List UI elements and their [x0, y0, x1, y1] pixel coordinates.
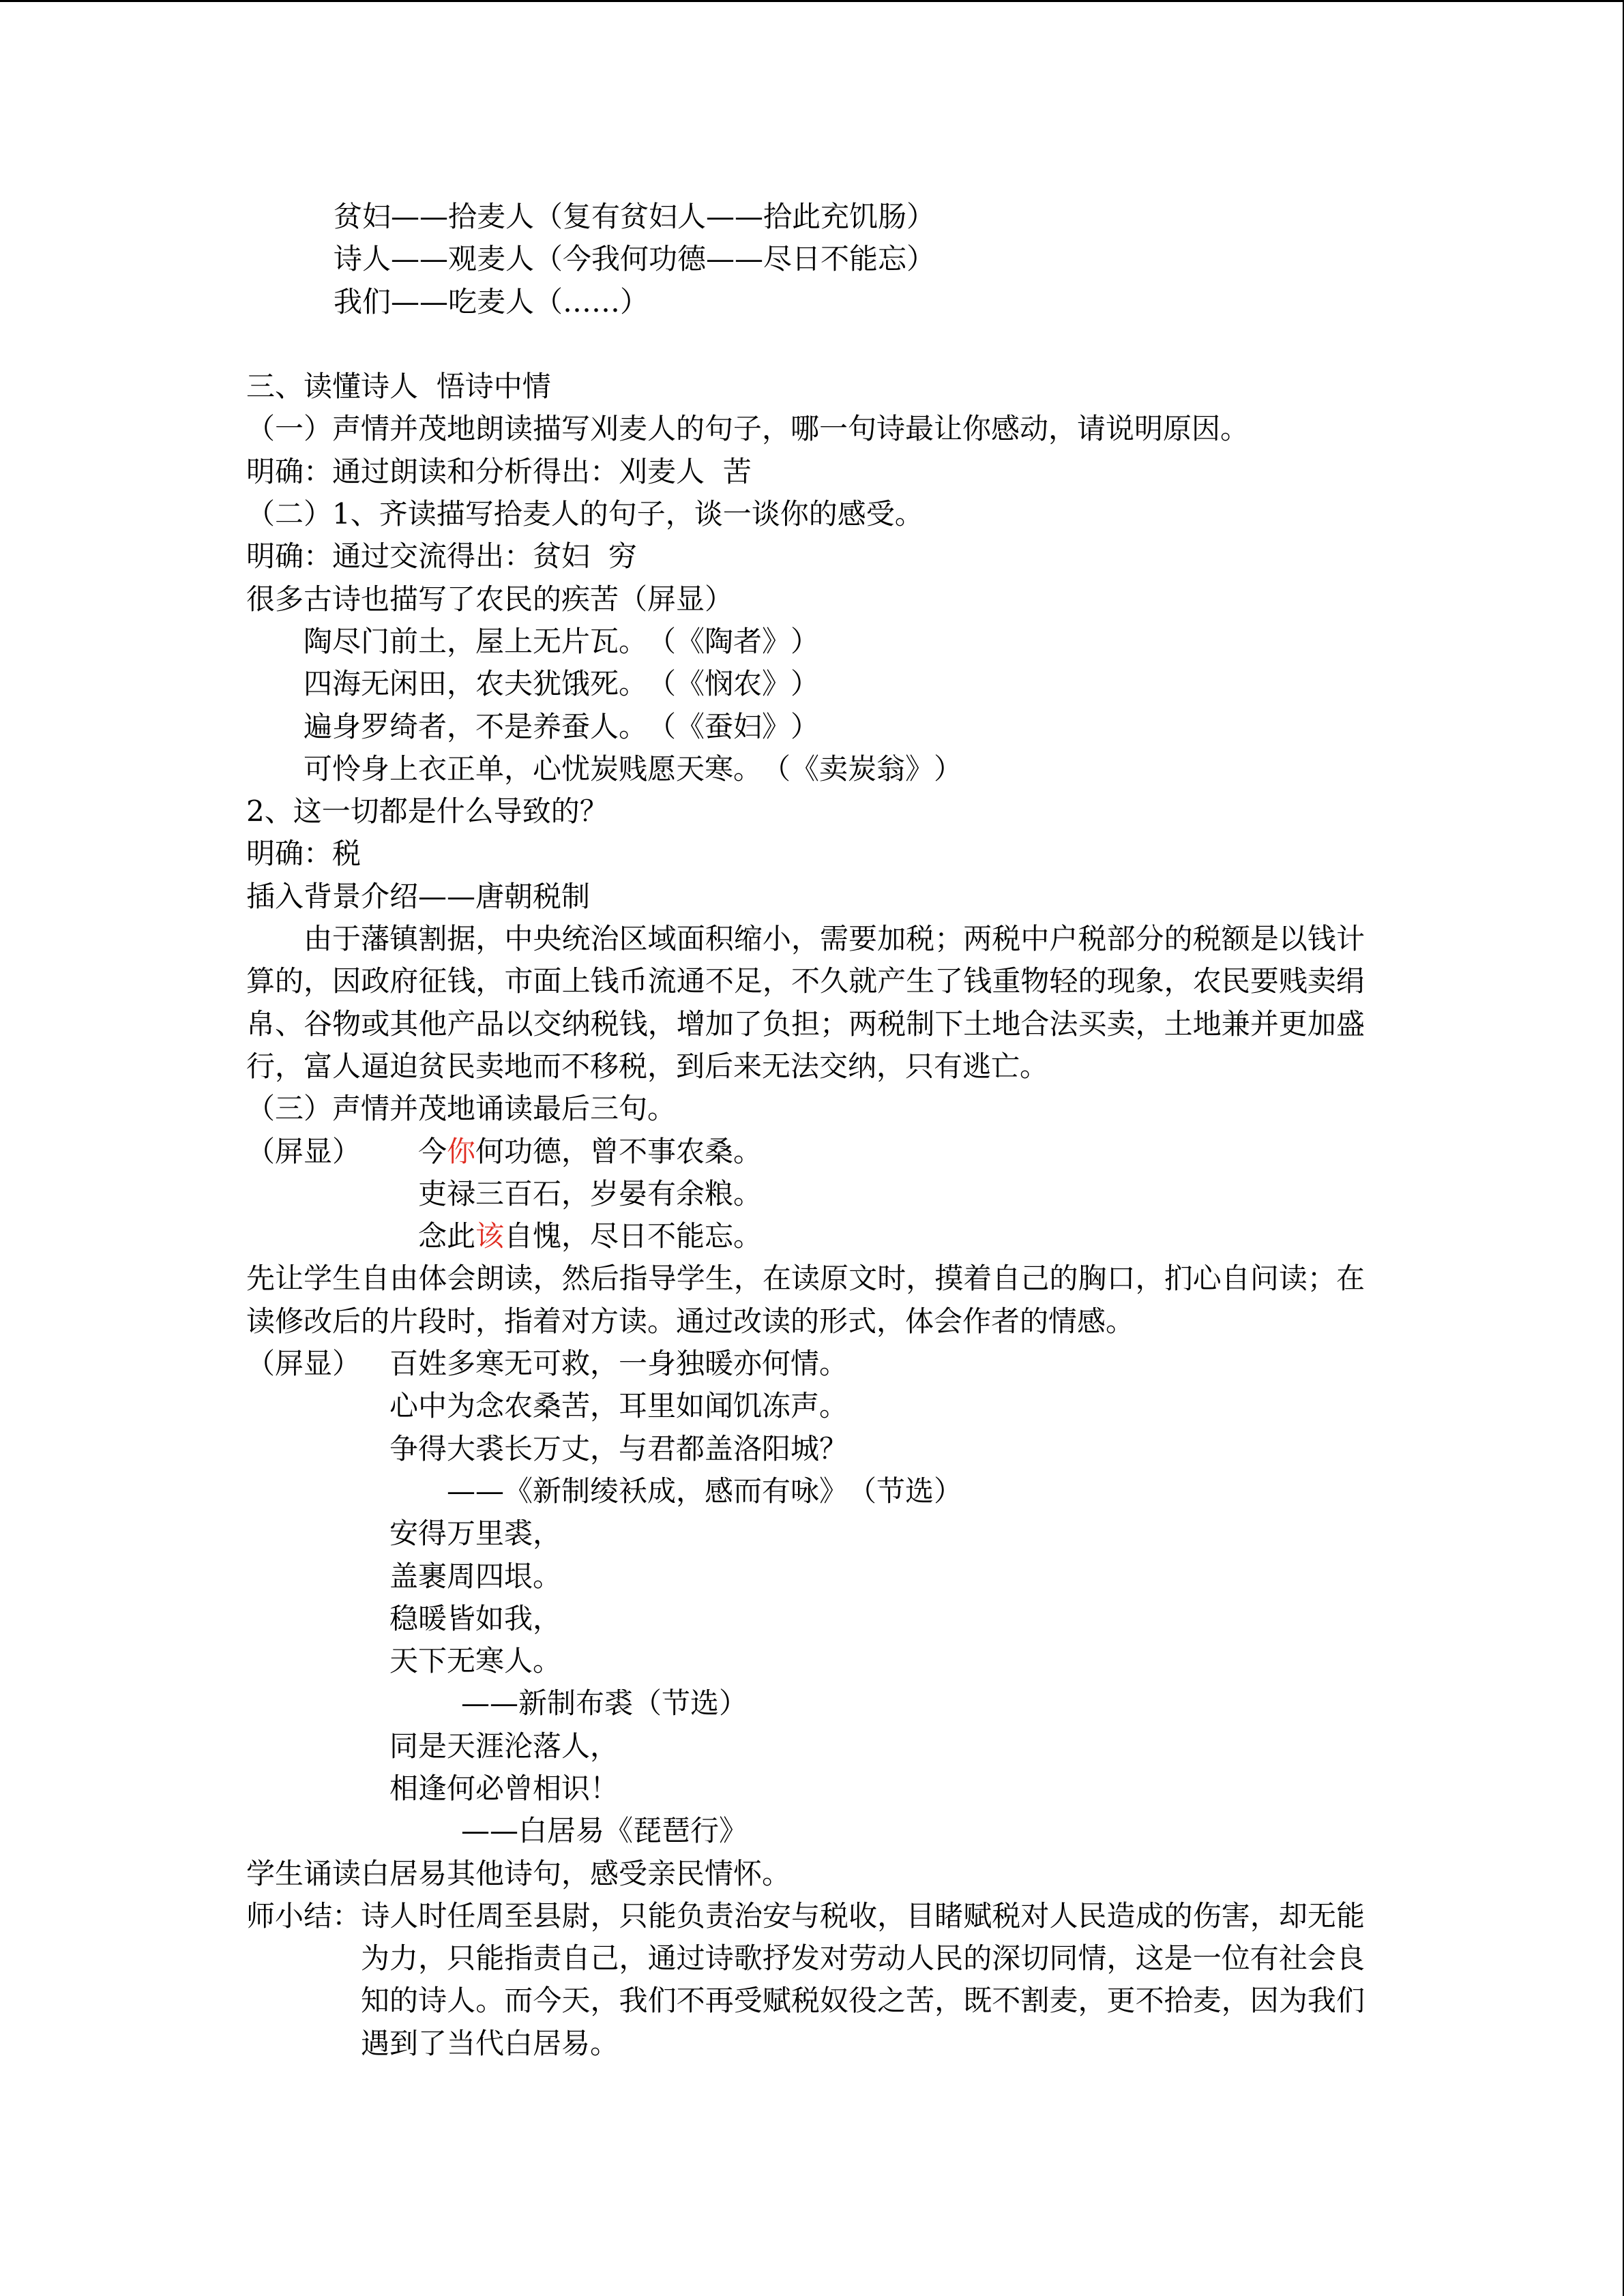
modified-poem-line	[246, 1131, 1365, 1173]
part1-prompt: （一）声情并茂地朗读描写刈麦人的句子，哪一句诗最让你感动，请说明原因。	[246, 412, 1250, 446]
poems-intro: 很多古诗也描写了农民的疾苦（屏显）	[246, 582, 734, 616]
quoted-poem-line: 可怜身上衣正单，心忧炭贱愿天寒。（《卖炭翁》）	[304, 751, 963, 786]
changed-character: 你	[447, 1134, 476, 1168]
poem-line: 相逢何必曾相识！	[389, 1771, 619, 1805]
poem-source: ——《新制绫袄成，感而有咏》（节选）	[447, 1474, 963, 1508]
background-title: 插入背景介绍——唐朝税制	[246, 879, 591, 913]
teacher-summary	[246, 1895, 1365, 2065]
guidance-paragraph: 先让学生自由体会朗读，然后指导学生，在读原文时，摸着自己的胸口，扪心自问读；在读修改后的片段时，指着对方读。通过改读的形式，体会作者的情感。	[246, 1262, 1365, 1338]
poem-line: 心中为念农桑苦，耳里如闻饥冻声。	[389, 1389, 848, 1423]
poem-line: 天下无寒人。	[389, 1644, 562, 1678]
poem-line: 安得万里裘，	[389, 1517, 562, 1551]
poem-line: 同是天涯沦落人，	[389, 1729, 619, 1763]
poem-source: ——新制布裘（节选）	[461, 1686, 748, 1720]
poem-text: 何功德，曾不事农桑。	[475, 1134, 763, 1168]
student-reading: 学生诵读白居易其他诗句，感受亲民情怀。	[246, 1856, 791, 1890]
quoted-poem-line: 四海无闲田，农夫犹饿死。（《悯农》）	[304, 667, 820, 701]
poem-text: 今	[418, 1134, 447, 1168]
question-2: 2、这一切都是什么导致的？	[246, 794, 608, 829]
changed-character: 该	[475, 1219, 505, 1253]
intro-line: 诗人——观麦人（今我何功德——尽日不能忘）	[334, 242, 936, 276]
quoted-poem-line: 陶尽门前土，屋上无片瓦。（《陶者》）	[304, 624, 820, 658]
intro-line: 贫妇——拾麦人（复有贫妇人——拾此充饥肠）	[334, 200, 936, 233]
modified-poem-line: 吏禄三百石，岁晏有余粮。	[418, 1176, 763, 1210]
screen-label: （屏显）	[246, 1134, 361, 1168]
modified-poem-line	[246, 1215, 1365, 1257]
section-heading: 三、读懂诗人 悟诗中情	[246, 370, 551, 404]
background-paragraph: 由于藩镇割据，中央统治区域面积缩小，需要加税；两税中户税部分的税额是以钱计算的，因政府征钱，市面上钱币流通不足，不久就产生了钱重物轻的现象，农民要贱卖绢帛、谷物或其他产品以交纳税钱，增加了负担；两税制下土地合法买卖，土地兼并更加盛行，富人逼迫贫民卖地而不移税，到后来无法交纳，只有逃亡。	[246, 922, 1365, 1083]
summary-label: 师小结：	[246, 1898, 361, 1933]
part3-prompt: （三）声情并茂地诵读最后三句。	[246, 1092, 677, 1126]
summary-text: 诗人时任周至县尉，只能负责治安与税收，目睹赋税对人民造成的伤害，却无能为力，只能指责自己，通过诗歌抒发对劳动人民的深切同情，这是一位有社会良知的诗人。而今天，我们不再受赋税奴役之苦，既不割麦，更不拾麦，因为我们遇到了当代白居易。	[361, 1898, 1365, 2060]
poem-text: 自愧，尽日不能忘。	[504, 1219, 763, 1253]
screen-label: （屏显）	[246, 1347, 361, 1381]
document-body	[246, 196, 1365, 2065]
poem-line: 稳暖皆如我，	[389, 1601, 562, 1635]
poem-source: ——白居易《琵琶行》	[461, 1814, 748, 1848]
question-2-answer: 明确：税	[246, 837, 361, 871]
intro-line: 我们——吃麦人（……）	[334, 284, 649, 318]
poem-text: 百姓多寒无可救，一身独暖亦何情。	[389, 1347, 848, 1381]
poem-line	[246, 1343, 1365, 1385]
poem-text: 念此	[418, 1219, 476, 1253]
blank-line	[246, 323, 1365, 366]
quoted-poem-line: 遍身罗绮者，不是养蚕人。（《蚕妇》）	[304, 709, 820, 743]
part2-prompt: （二）1、齐读描写拾麦人的句子，谈一谈你的感受。	[246, 497, 924, 531]
poem-line: 争得大裘长万丈，与君都盖洛阳城？	[389, 1431, 848, 1465]
part2-answer: 明确：通过交流得出：贫妇 穷	[246, 539, 637, 573]
poem-line: 盖裹周四垠。	[389, 1559, 562, 1593]
part1-answer: 明确：通过朗读和分析得出：刈麦人 苦	[246, 454, 752, 488]
